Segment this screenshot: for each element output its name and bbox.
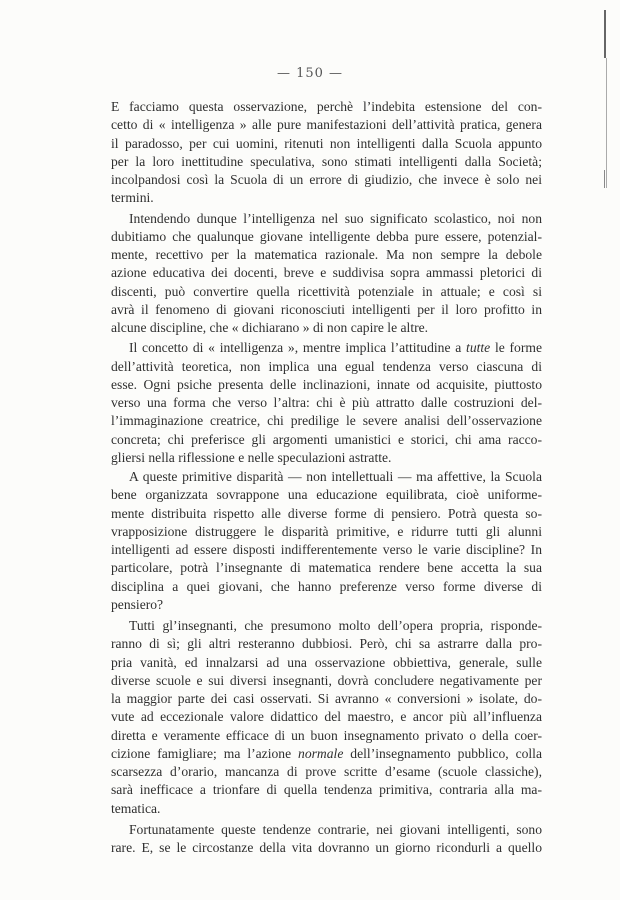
paragraph — [111, 468, 542, 614]
text-line: tematica. — [111, 800, 161, 816]
text-line: il paradosso, per cui uomini, ritenuti non intelligenti dalla Scuola appunto — [111, 135, 542, 151]
text-line: vrapposizione distruggere le disparità primitive, e ridurre tutti gli alunni — [111, 523, 542, 539]
text-line: concreta; chi preferisce gli argomenti umanistici e storici, chi ama racco- — [111, 431, 542, 447]
text-line: diretta e veramente efficace di un buon insegnamento privato o della coer- — [111, 727, 542, 743]
text-line: E facciamo questa osservazione, perchè l’indebita estensione del con- — [111, 99, 542, 114]
paragraph — [111, 98, 542, 208]
text-line: bene organizzata sovrappone una educazione equilibrata, cioè uniforme- — [111, 487, 542, 503]
text-line: disciplina a quei giovani, che hanno preferenze verso forme diverse di — [111, 578, 542, 594]
text-line: discenti, può convertire quella ricettività potenziale in attuale; e così si — [111, 283, 542, 299]
text-line: l’immaginazione creatrice, chi predilige le severe analisi dell’osservazione — [111, 413, 542, 429]
text-line: scarsezza d’orario, mancanza di prove scritte d’esame (scuole classiche), — [111, 764, 542, 779]
body-text — [111, 98, 542, 857]
text-line: intelligenti ad essere disposti indifferentemente verso le varie discipline? In — [111, 542, 542, 557]
text-line: pensiero? — [111, 596, 164, 612]
text-line: dubitiamo che qualunque giovane intelligente debba pure essere, potenzial- — [111, 228, 542, 244]
text-line: pria vanità, ed innalzarsi ad una osservazione obbiettiva, generale, sulle — [111, 654, 542, 670]
scan-edge-mark — [604, 10, 606, 58]
text-line: diverse scuole e sui diversi insegnanti, dovrà concludere negativamente per — [111, 672, 542, 688]
text-line: esse. Ogni psiche presenta delle inclinazioni, innate od acquisite, piuttosto — [111, 376, 542, 392]
text-line: termini. — [111, 190, 154, 206]
text-line: dell’attività teoretica, non implica una egual tendenza verso ciascuna di — [111, 358, 542, 374]
paragraph — [111, 210, 542, 338]
text-line: Intendendo dunque l’intelligenza nel suo significato scolastico, noi non — [129, 210, 542, 226]
text-line: vute ad eccezionale valore didattico del maestro, e ancor più all’influenza — [111, 709, 542, 725]
text-line: particolare, potrà l’insegnante di matematica rendere bene accetta la sua — [111, 560, 542, 576]
text-line: rare. E, se le circostanze della vita dovranno un giorno ricondurli a quello — [111, 840, 542, 855]
text-line: gliersi nella riflessione e nelle speculazioni astratte. — [111, 449, 392, 465]
page-number: — 150 — — [276, 66, 344, 81]
text-line: alcune discipline, che « dichiarano » di non capire le altre. — [111, 320, 429, 335]
paragraph — [111, 339, 542, 467]
text-line: Il concetto di « intelligenza », mentre implica l’attitudine a tutte le forme — [129, 340, 542, 356]
text-line: la maggior parte dei casi osservati. Si avranno « conversioni » isolate, do- — [111, 691, 542, 706]
scan-edge-mark — [604, 170, 605, 188]
text-line: avrà il fenomeno di giovani riconosciuti intelligenti per il loro profitto in — [111, 301, 542, 317]
text-line: per la loro inettitudine speculativa, sono stimati intelligenti dalla Società; — [111, 153, 542, 169]
text-line: sarà inefficace a trionfare di quella tendenza primitiva, contraria alla ma- — [111, 782, 542, 798]
text-line: Tutti gl’insegnanti, che presumono molto dell’opera propria, risponde- — [129, 618, 542, 633]
text-line: cizione famigliare; ma l’azione normale dell’insegnamento pubblico, colla — [111, 745, 542, 761]
text-line: Fortunatamente queste tendenze contrarie, nei giovani intelligenti, sono — [129, 821, 542, 837]
text-line: cetto di « intelligenza » alle pure manifestazioni dell’attività pratica, genera — [111, 117, 542, 133]
text-line: mente, recettivo per la matematica razionale. Ma non sempre la debole — [111, 247, 542, 262]
text-line: azione educativa dei docenti, breve e suddivisa sopra ammassi pletorici di — [111, 265, 542, 281]
text-line: mente distribuita rispetto alle diverse forme di pensiero. Potrà questa so- — [111, 505, 542, 521]
text-line: incolpandosi così la Scuola di un errore di giudizio, che invece è solo nei — [111, 172, 542, 187]
paragraph — [111, 821, 542, 858]
text-line: A queste primitive disparità — non intellettuali — ma affettive, la Scuola — [129, 469, 542, 484]
text-line: ranno di sì; gli altri resteranno dubbiosi. Però, chi sa astrarre dalla pro- — [111, 636, 542, 652]
paragraph — [111, 617, 542, 818]
text-line: verso una forma che verso l’altra: chi è più attratto dalle costruzioni del- — [111, 395, 542, 410]
